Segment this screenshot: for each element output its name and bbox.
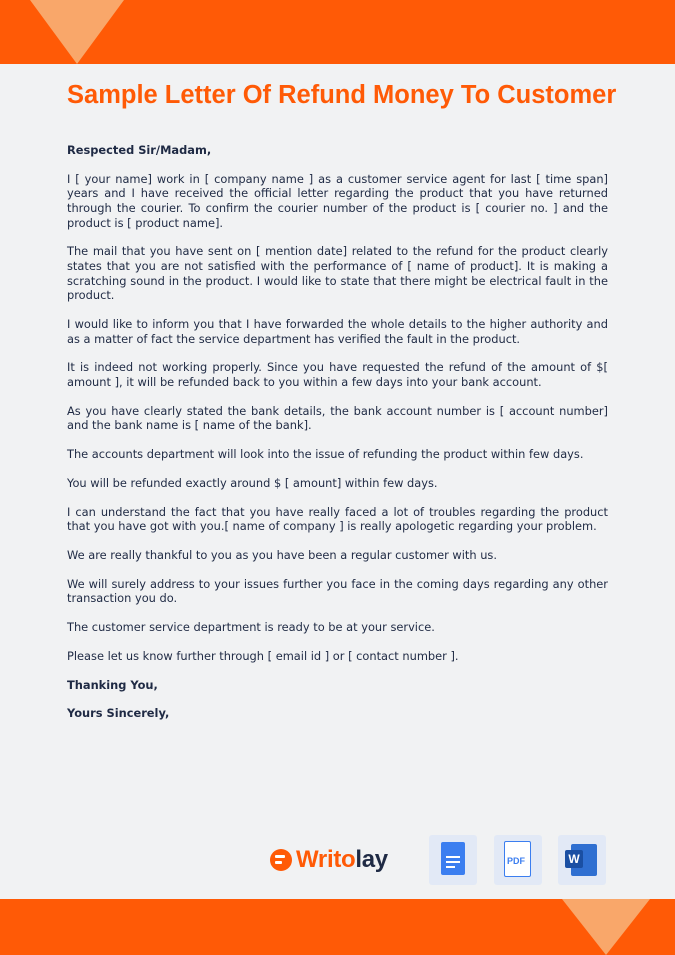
writolay-logo-icon [270, 849, 292, 871]
paragraph: The customer service department is ready to be at your service. [67, 620, 435, 635]
letter-body [67, 143, 608, 735]
top-banner-triangle [30, 0, 124, 64]
word-icon: W [565, 850, 583, 868]
paragraph: We are really thankful to you as you have been a regular customer with us. [67, 547, 497, 562]
google-docs-icon [441, 842, 465, 875]
brand-name [296, 846, 388, 874]
brand-name-part1: Writo [296, 846, 356, 873]
footer [0, 835, 675, 885]
google-docs-button[interactable] [429, 835, 477, 885]
word-button[interactable] [558, 835, 606, 885]
paragraph: I can understand the fact that you have really faced a lot of troubles regarding the product that you have got with you.[ name of company ] is really apologetic regarding your problem. [67, 504, 608, 534]
google-docs-icon-line [446, 866, 455, 868]
pdf-icon-label: PDF [507, 856, 525, 866]
google-docs-icon-line [446, 861, 460, 863]
bottom-banner-triangle [562, 899, 650, 955]
paragraph: As you have clearly stated the bank details, the bank account number is [ account number] and the bank name is [ name of the bank]. [67, 403, 608, 433]
top-banner [0, 0, 675, 64]
brand-name-part2: lay [355, 846, 388, 873]
bottom-banner [0, 899, 675, 955]
pdf-icon [504, 841, 531, 877]
brand-logo[interactable] [270, 847, 388, 873]
paragraph: I [ your name] work in [ company name ] as a customer service agent for last [ time span] years and I have received the official letter regarding the product that you have returned through the courier. To confirm the courier number of the product is [ courier no. ] and the product is [ product name]. [67, 171, 608, 230]
pdf-button[interactable] [494, 835, 542, 885]
paragraph: You will be refunded exactly around $ [ amount] within few days. [67, 475, 438, 490]
salutation: Respected Sir/Madam, [67, 143, 212, 157]
paragraph: Please let us know further through [ email id ] or [ contact number ]. [67, 648, 459, 663]
paragraph: The mail that you have sent on [ mention date] related to the refund for the product clearly states that you are not satisfied with the performance of [ name of product]. It is making a scratching sound in the product. I would like to state that there might be electrical fault in the product. [67, 244, 608, 303]
closing: Thanking You, [67, 677, 158, 692]
google-docs-icon-line [446, 856, 460, 858]
page-title: Sample Letter Of Refund Money To Customer [67, 81, 617, 109]
paragraph: I would like to inform you that I have forwarded the whole details to the higher authority and as a matter of fact the service department has verified the fault in the product. [67, 316, 608, 346]
paragraph: It is indeed not working properly. Since you have requested the refund of the amount of $[ amount ], it will be refunded back to you within a few days into your bank account. [67, 360, 608, 389]
paragraph: We will surely address to your issues further you face in the coming days regarding any other transaction you do. [67, 576, 608, 606]
paragraph: The accounts department will look into the issue of refunding the product within few days. [67, 447, 584, 462]
signoff: Yours Sincerely, [67, 706, 170, 721]
